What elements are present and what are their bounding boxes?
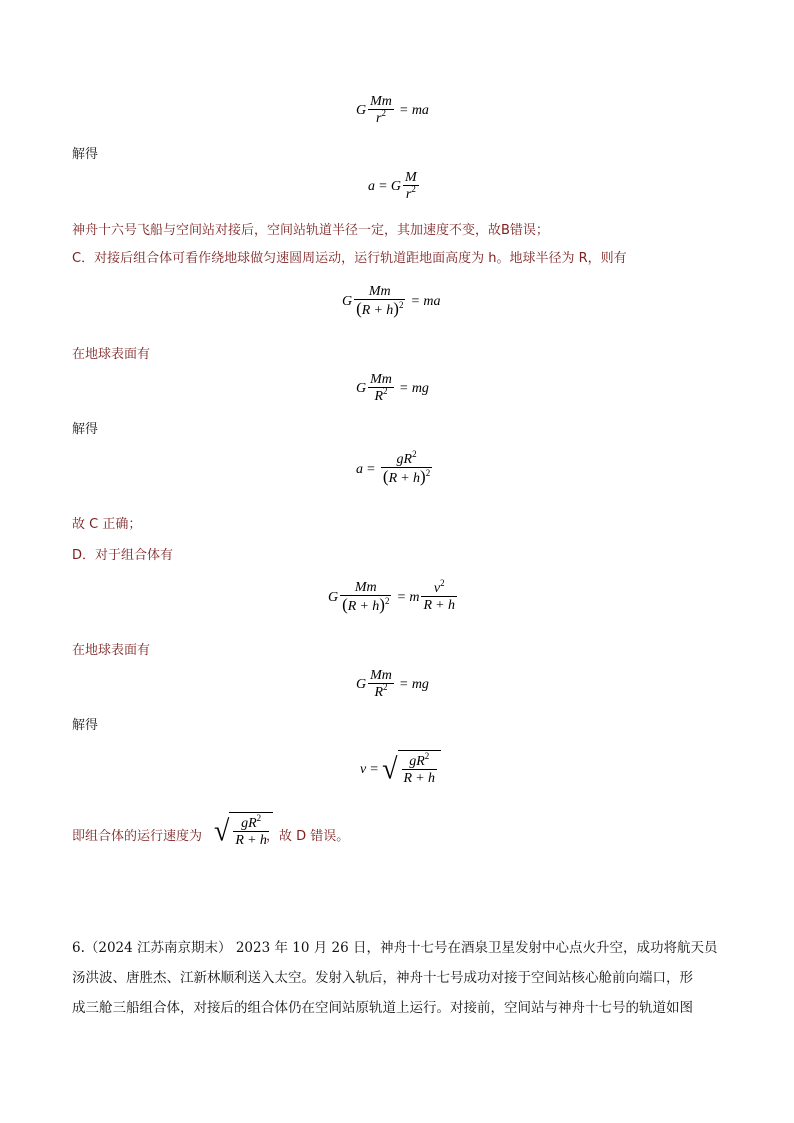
question-6-line-1: 6.（2024 江苏南京期末） 2023 年 10 月 26 日，神舟十七号在酒泉卫星发射中心点火升空，成功将航天员: [72, 940, 718, 956]
text-velocity-intro: 即组合体的运行速度为: [72, 829, 203, 844]
text-option-d: D．对于组合体有: [72, 548, 174, 563]
text-surface-2: 在地球表面有: [72, 643, 151, 658]
equation-velocity-result: v = √ $\frac{gR^2}{R + h}$: [360, 750, 441, 790]
equation-accel-gr: a = $\frac{gR^2}{(R + h)^2}$: [356, 449, 431, 486]
text-solve-1: 解得: [72, 147, 99, 162]
text-conclusion-d: ，故 D 错误。: [266, 829, 350, 844]
equation-accel-result: a = G $\frac{M}{r^2}$: [368, 170, 417, 202]
question-6-line-3: 成三舱三船组合体，对接后的组合体仍在空间站原轨道上运行。对接前，空间站与神舟十七号的轨道如图: [72, 1000, 693, 1016]
text-solve-2: 解得: [72, 422, 99, 437]
text-conclusion-c: 故 C 正确；: [72, 517, 142, 532]
text-option-c: C．对接后组合体可看作绕地球做匀速圆周运动，运行轨道距地面高度为 h。地球半径为 R，则有: [72, 251, 627, 266]
equation-orbit-accel: G $\frac{Mm}{(R + h)^2}$ = ma: [342, 284, 441, 318]
text-surface-1: 在地球表面有: [72, 347, 151, 362]
equation-orbit-velocity: G $\frac{Mm}{(R + h)^2}$ = m $\frac{v^2}{R + h}$: [328, 578, 455, 614]
text-solve-3: 解得: [72, 718, 99, 733]
equation-gravity-accel: G $\frac{Mm}{r^2}$ = ma: [356, 94, 429, 126]
equation-surface-gravity-1: G $\frac{Mm}{R^2}$ = mg: [356, 372, 429, 404]
equation-surface-gravity-2: G $\frac{Mm}{R^2}$ = mg: [356, 668, 429, 700]
inline-velocity-expression: √ $\frac{gR^2}{R + h}$: [214, 812, 273, 852]
text-conclusion-b: 神舟十六号飞船与空间站对接后，空间站轨道半径一定，其加速度不变，故B错误；: [72, 223, 549, 238]
question-6-line-2: 汤洪波、唐胜杰、江新林顺利送入太空。发射入轨后，神舟十七号成功对接于空间站核心舱前向端口，形: [72, 970, 693, 986]
